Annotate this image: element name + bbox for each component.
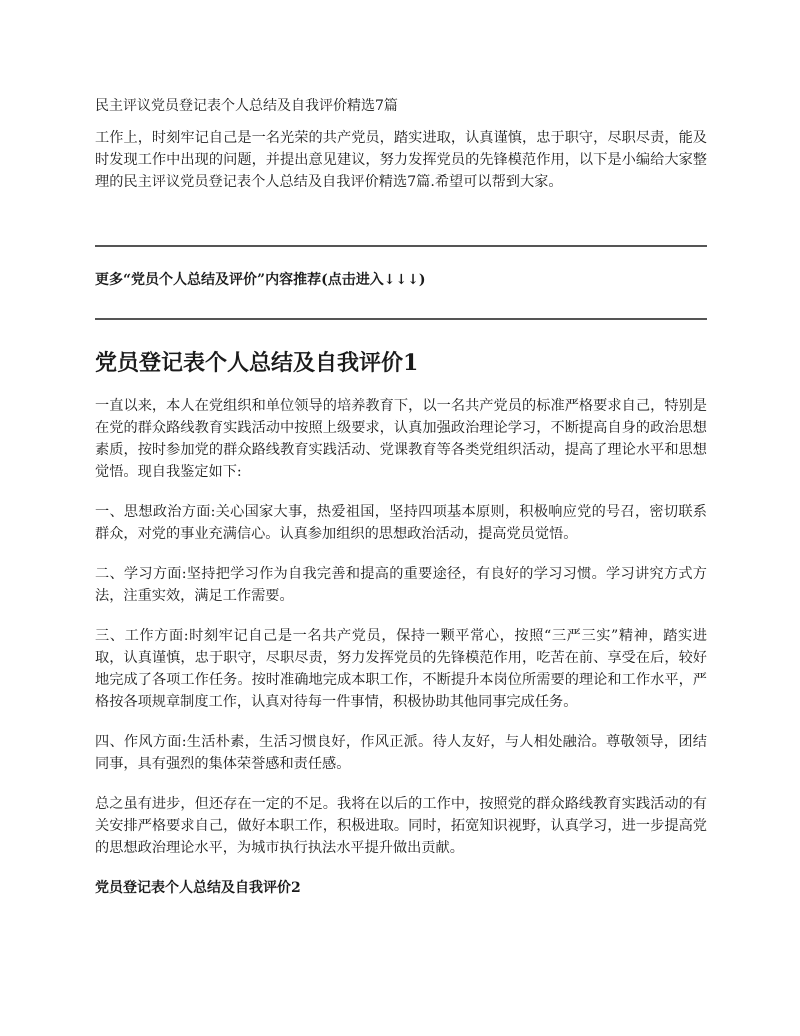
paragraph: 一直以来，本人在党组织和单位领导的培养教育下，以一名共产党员的标准严格要求自己，特别是在党的群众路线教育实践活动中按照上级要求，认真加强政治理论学习，不断提高自身的政治思想素质，按时参加党的群众路线教育实践活动、党课教育等各类党组织活动，提高了理论水平和思想觉悟。现自我鉴定如下: (95, 398, 707, 480)
paragraph: 一、思想政治方面:关心国家大事，热爱祖国，坚持四项基本原则，积极响应党的号召，密切联系群众，对党的事业充满信心。认真参加组织的思想政治活动，提高党员觉悟。 (95, 504, 707, 542)
section-2-heading: 党员登记表个人总结及自我评价2 (95, 880, 301, 896)
paragraph: 三、工作方面:时刻牢记自己是一名共产党员，保持一颗平常心，按照“三严三实”精神，踏实进取，认真谨慎，忠于职守，尽职尽责，努力发挥党员的先锋模范作用，吃苦在前、享受在后，较好地完成了各项工作任务。按时准确地完成本职工作，不断提升本岗位所需要的理论和工作水平，严格按各项规章制度工作，认真对待每一件事情，积极协助其他同事完成任务。 (95, 628, 707, 710)
intro-paragraph: 工作上，时刻牢记自己是一名光荣的共产党员，踏实进取，认真谨慎，忠于职守，尽职尽责，能及时发现工作中出现的问题，并提出意见建议，努力发挥党员的先锋模范作用，以下是小编给大家整理的民主评议党员登记表个人总结及自我评价精选7篇.希望可以帮到大家。 (95, 130, 707, 190)
paragraph: 二、学习方面:坚持把学习作为自我完善和提高的重要途径，有良好的学习习惯。学习讲究方式方法，注重实效，满足工作需要。 (95, 566, 707, 604)
section-1-body (95, 395, 707, 899)
document-title: 民主评议党员登记表个人总结及自我评价精选7篇 (95, 98, 398, 114)
paragraph: 四、作风方面:生活朴素，生活习惯良好，作风正派。待人友好，与人相处融洽。尊敬领导，团结同事，具有强烈的集体荣誉感和责任感。 (95, 734, 707, 772)
more-recommendations-link[interactable]: 更多“党员个人总结及评价”内容推荐(点击进入↓↓↓) (95, 272, 426, 288)
section-1-heading: 党员登记表个人总结及自我评价1 (95, 350, 419, 376)
divider-bottom (95, 318, 707, 320)
paragraph: 总之虽有进步，但还存在一定的不足。我将在以后的工作中，按照党的群众路线教育实践活动的有关安排严格要求自己，做好本职工作，积极进取。同时，拓宽知识视野，认真学习，进一步提高党的思想政治理论水平，为城市执行执法水平提升做出贡献。 (95, 796, 707, 856)
divider-top (95, 245, 707, 247)
